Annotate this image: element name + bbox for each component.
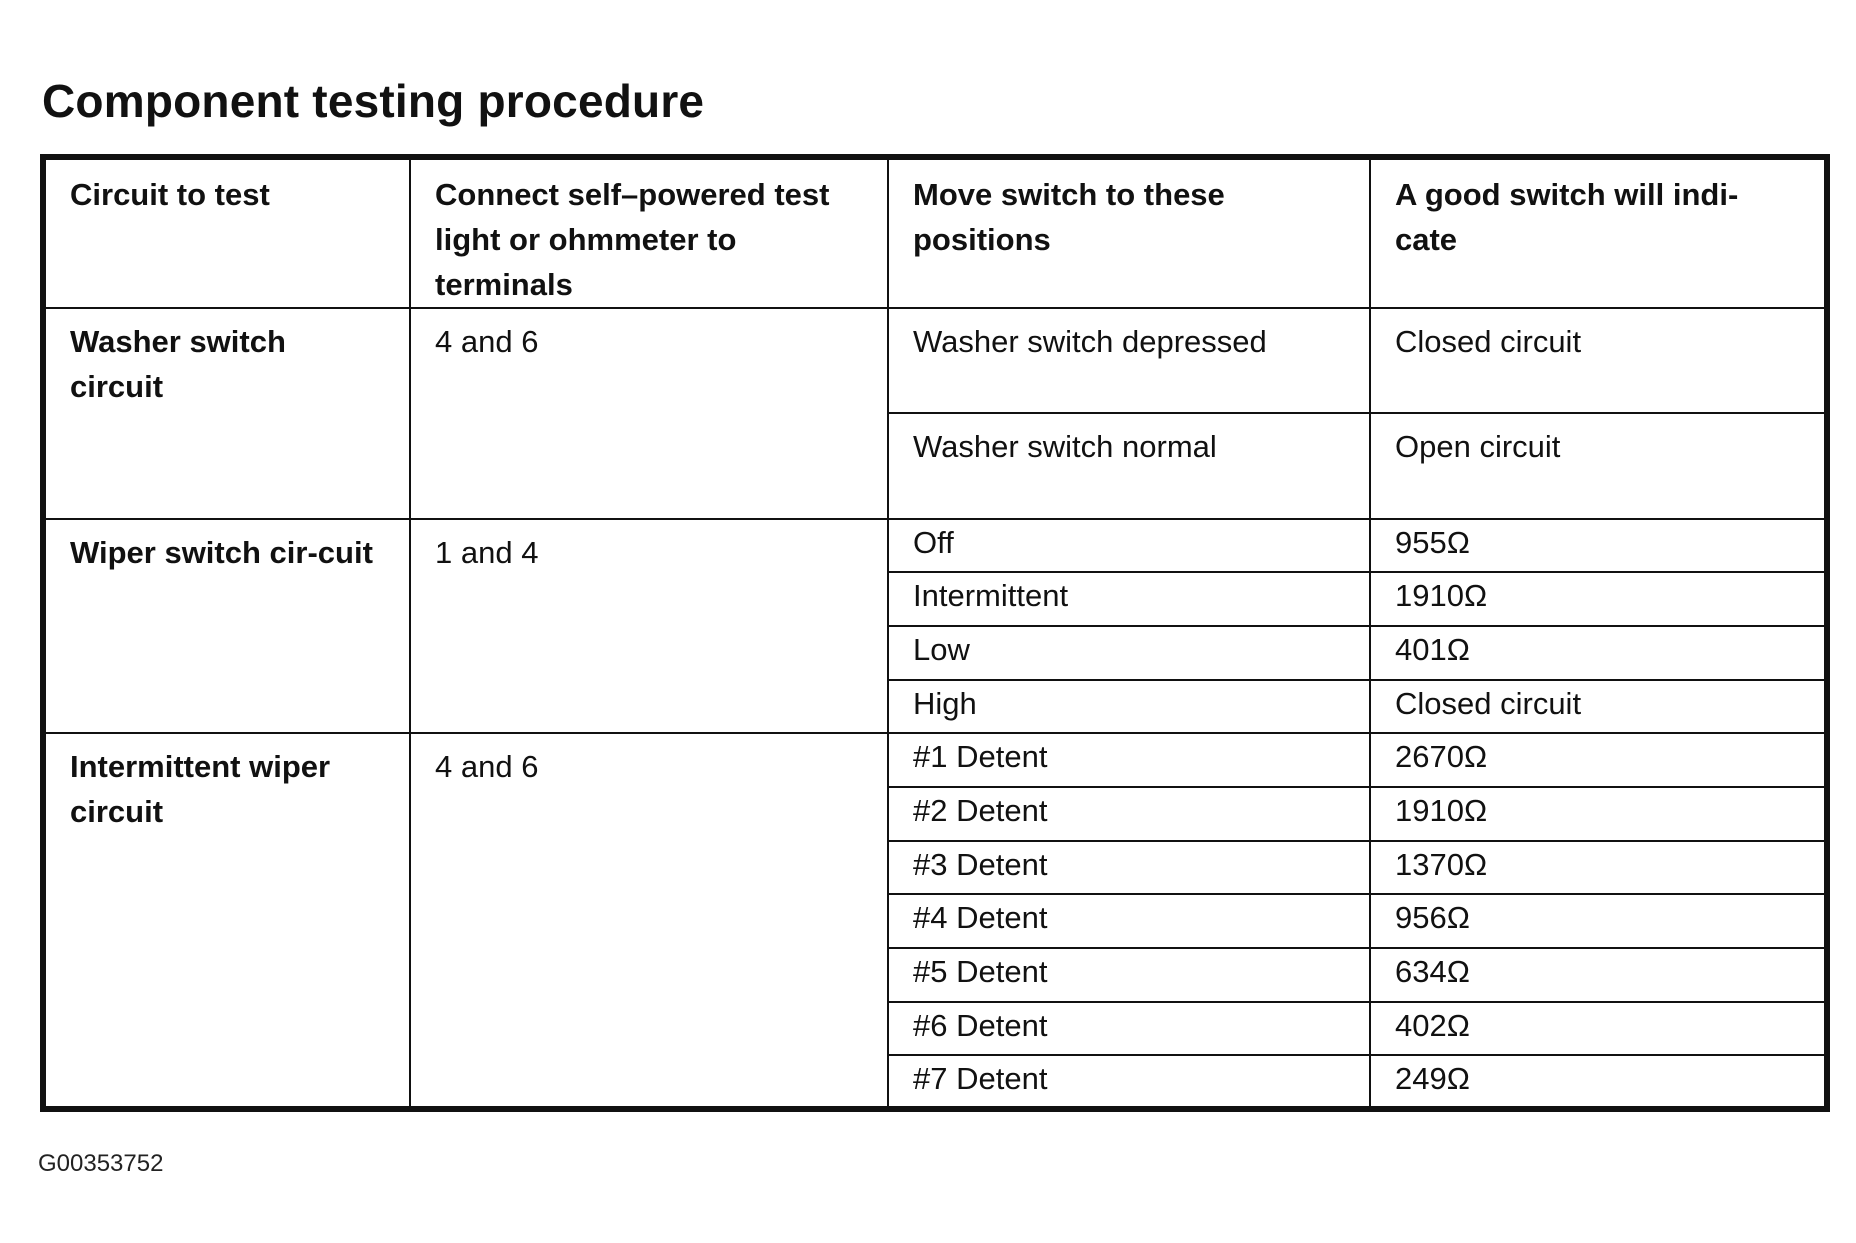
table-row — [43, 308, 1827, 413]
table-header-row — [43, 157, 1827, 308]
switch-position: #7 Detent — [888, 1055, 1370, 1109]
expected-indication: 2670Ω — [1370, 733, 1827, 787]
expected-indication: 402Ω — [1370, 1002, 1827, 1056]
table-row — [43, 519, 1827, 573]
expected-indication: 955Ω — [1370, 519, 1827, 573]
header-terminals: Connect self–powered test light or ohmmeter to terminals — [410, 157, 888, 308]
switch-position: #4 Detent — [888, 894, 1370, 948]
switch-position: #1 Detent — [888, 733, 1370, 787]
expected-indication: Closed circuit — [1370, 308, 1827, 413]
component-testing-table — [40, 154, 1830, 1112]
expected-indication: 1370Ω — [1370, 841, 1827, 895]
terminals-value: 4 and 6 — [410, 733, 888, 1109]
expected-indication: 956Ω — [1370, 894, 1827, 948]
switch-position: Washer switch normal — [888, 413, 1370, 518]
switch-position: Off — [888, 519, 1370, 573]
switch-position: Low — [888, 626, 1370, 680]
expected-indication: 634Ω — [1370, 948, 1827, 1002]
header-switch-positions: Move switch to these positions — [888, 157, 1370, 308]
switch-position: #5 Detent — [888, 948, 1370, 1002]
circuit-name: Intermittent wiper circuit — [43, 733, 410, 1109]
switch-position: Intermittent — [888, 572, 1370, 626]
switch-position: #2 Detent — [888, 787, 1370, 841]
page-title: Component testing procedure — [42, 75, 705, 127]
expected-indication: 249Ω — [1370, 1055, 1827, 1109]
table-row — [43, 733, 1827, 787]
expected-indication: 1910Ω — [1370, 787, 1827, 841]
circuit-name: Wiper switch cir-cuit — [43, 519, 410, 734]
circuit-name: Washer switch circuit — [43, 308, 410, 519]
terminals-value: 1 and 4 — [410, 519, 888, 734]
figure-code: G00353752 — [38, 1150, 164, 1177]
header-good-switch-indication: A good switch will indi-cate — [1370, 157, 1827, 308]
switch-position: High — [888, 680, 1370, 734]
terminals-value: 4 and 6 — [410, 308, 888, 519]
expected-indication: Closed circuit — [1370, 680, 1827, 734]
switch-position: #3 Detent — [888, 841, 1370, 895]
header-circuit-to-test: Circuit to test — [43, 157, 410, 308]
expected-indication: 1910Ω — [1370, 572, 1827, 626]
switch-position: #6 Detent — [888, 1002, 1370, 1056]
expected-indication: 401Ω — [1370, 626, 1827, 680]
switch-position: Washer switch depressed — [888, 308, 1370, 413]
expected-indication: Open circuit — [1370, 413, 1827, 518]
